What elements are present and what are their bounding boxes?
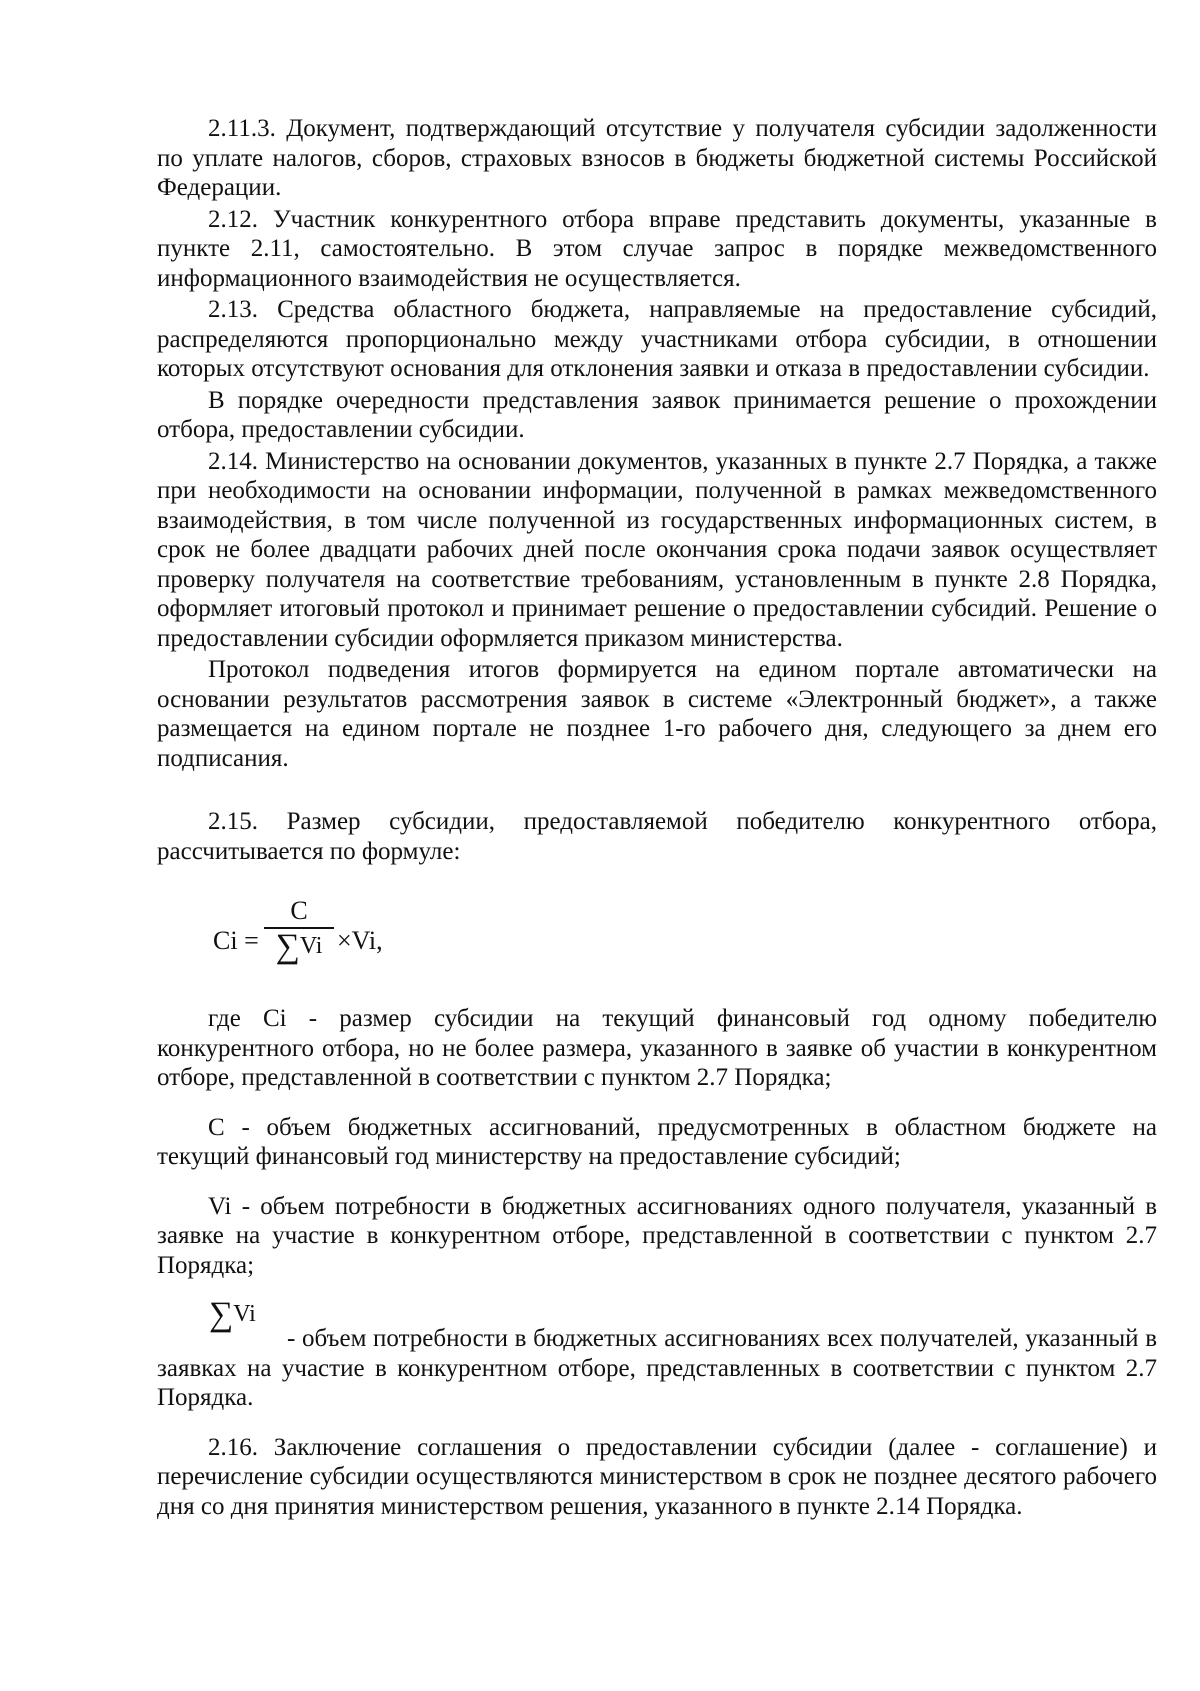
formula-rhs: ×Vi,: [337, 926, 383, 955]
paragraph-order: В порядке очередности представления заявок принимается решение о прохождении отбора, предоставлении субсидии.: [157, 386, 1157, 443]
paragraph-ci-definition: где Ci - размер субсидии на текущий финансовый год одному победителю конкурентного отбора, но не более размера, указанного в заявке об участии в конкурентном отборе, представленной в соответствии с пунктом 2.7 Порядка;: [157, 1005, 1157, 1091]
sum-vi-symbol: [209, 1296, 256, 1333]
formula-denominator: [264, 928, 334, 965]
formula-fraction: [264, 896, 334, 965]
paragraph-2-12: 2.12. Участник конкурентного отбора вправе представить документы, указанные в пункте 2.11, самостоятельно. В этом случае запрос в порядке межведомственного информационного взаимодействия не осуществляется.: [157, 205, 1157, 292]
paragraph-vi-definition: Vi - объем потребности в бюджетных ассигнованиях одного получателя, указанный в заявке на участие в конкурентном отборе, представленной в соответствии с пунктом 2.7 Порядка;: [157, 1192, 1157, 1279]
paragraph-sum-vi-definition: - объем потребности в бюджетных ассигнованиях всех получателей, указанный в заявках на участие в конкурентном отборе, представленных в соответствии с пунктом 2.7 Порядка.: [157, 1325, 1157, 1411]
sum-vi-definition: [157, 1296, 1157, 1413]
sum-vi-var: Vi: [233, 1301, 256, 1327]
document-body: [157, 114, 1157, 1521]
paragraph-c-definition: C - объем бюджетных ассигнований, предусмотренных в областном бюджете на текущий финансовый год министерству на предоставление субсидий;: [157, 1113, 1157, 1170]
sigma-symbol: ∑: [209, 1296, 234, 1333]
sigma-symbol: ∑: [275, 928, 300, 965]
paragraph-2-14: 2.14. Министерство на основании документов, указанных в пункте 2.7 Порядка, а также при необходимости на основании информации, полученной в рамках межведомственного взаимодействия, в том числе полученной из государственных информационных систем, в срок не более двадцати рабочих дней после окончания срока подачи заявок осуществляет проверку получателя на соответствие требованиям, установленным в пункте 2.8 Порядка, оформляет итоговый протокол и принимает решение о предоставлении субсидий. Решение о предоставлении субсидии оформляется приказом министерства.: [157, 447, 1157, 652]
denominator-var: Vi: [299, 933, 323, 959]
paragraph-2-16: 2.16. Заключение соглашения о предоставлении субсидии (далее - соглашение) и перечисление субсидии осуществляются министерством в срок не позднее десятого рабочего дня со дня принятия министерством решения, указанного в пункте 2.14 Порядка.: [157, 1433, 1157, 1520]
subsidy-formula: [157, 876, 1157, 984]
formula-lhs: Ci =: [213, 926, 259, 955]
formula-numerator: C: [290, 896, 308, 925]
paragraph-2-15: 2.15. Размер субсидии, предоставляемой победителю конкурентного отбора, рассчитывается по формуле:: [157, 808, 1157, 865]
paragraph-2-13: 2.13. Средства областного бюджета, направляемые на предоставление субсидий, распределяются пропорционально между участниками отбора субсидии, в отношении которых отсутствуют основания для отклонения заявки и отказа в предоставлении субсидии.: [157, 296, 1157, 382]
paragraph-protocol: Протокол подведения итогов формируется на едином портале автоматически на основании результатов рассмотрения заявок в системе «Электронный бюджет», а также размещается на едином портале не позднее 1-го рабочего дня, следующего за днем его подписания.: [157, 656, 1157, 772]
paragraph-2-11-3: 2.11.3. Документ, подтверждающий отсутствие у получателя субсидии задолженности по уплате налогов, сборов, страховых взносов в бюджеты бюджетной системы Российской Федерации.: [157, 115, 1157, 201]
